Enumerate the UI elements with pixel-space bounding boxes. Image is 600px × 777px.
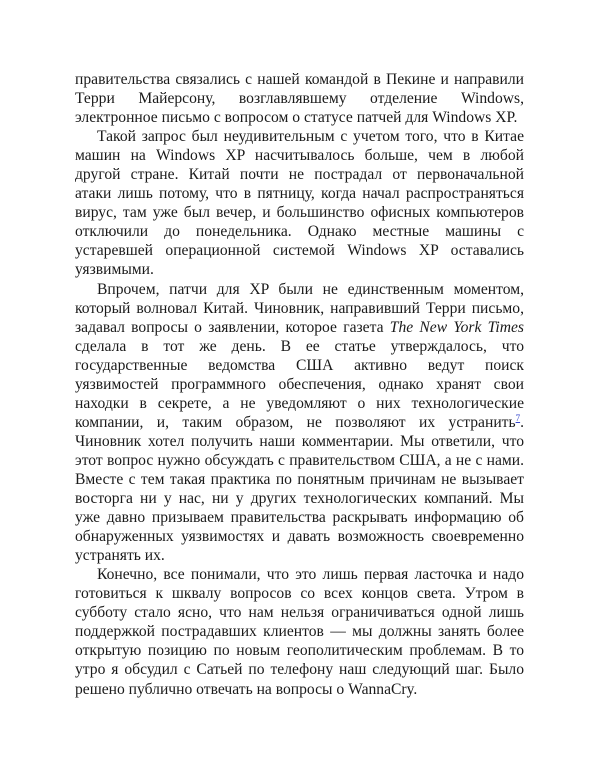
text-line — [75, 165, 524, 184]
text-line — [75, 451, 524, 470]
paragraph — [75, 70, 524, 127]
line-text: Чиновник хотел получить наши комментарии. Мы ответили, что — [75, 432, 524, 450]
line-text: который волновал Китай. Чиновник, направивший Терри письмо, — [75, 299, 524, 317]
line-text: другой стране. Китай почти не пострадал от первоначальной — [75, 166, 524, 184]
text-line — [75, 108, 524, 127]
text-line — [75, 565, 524, 584]
text-line — [75, 184, 524, 203]
text-line — [75, 660, 524, 679]
line-text: устаревшей операционной системой Windows XP оставались — [75, 242, 524, 260]
footnote-link[interactable]: 7 — [515, 412, 521, 423]
line-text: уязвимыми. — [75, 261, 154, 279]
line-text: электронное письмо с вопросом о статусе патчей для Windows XP. — [75, 109, 518, 127]
text-line — [75, 280, 524, 299]
line-text: Впрочем, патчи для XP были не единственным моментом, — [97, 280, 524, 298]
text-line — [75, 641, 524, 660]
text-line — [75, 413, 524, 432]
line-text: машин на Windows XP насчитывалось больше, чем в любой — [75, 147, 524, 165]
text-line — [75, 337, 524, 356]
text-line — [75, 584, 524, 603]
line-text: государственные ведомства США активно ведут поиск — [75, 356, 524, 374]
line-text: атаки лишь потому, что в пятницу, когда начал распространяться — [75, 185, 524, 203]
text-line — [75, 470, 524, 489]
line-text: задавал вопросы о заявлении, которое газета — [75, 318, 384, 336]
text-line — [75, 89, 524, 108]
text-line — [75, 299, 524, 318]
line-text: находки в секрете, а не уведомляют о них технологические — [75, 394, 524, 412]
line-text: открытую позицию по новым геополитическим проблемам. В то — [75, 642, 524, 660]
text-line — [75, 318, 524, 337]
text-line — [75, 375, 524, 394]
text-line — [75, 146, 524, 165]
text-line — [75, 546, 524, 565]
line-text: Вместе с тем такая практика по понятным причинам не вызывает — [75, 470, 524, 488]
text-line — [75, 394, 524, 413]
line-text: Терри Майерсону, возглавлявшему отделение Windows, — [75, 90, 524, 108]
text-line — [75, 222, 524, 241]
text-line — [75, 603, 524, 622]
text-line — [75, 622, 524, 641]
line-text: правительства связались с нашей командой в Пекине и направили — [75, 71, 524, 88]
paragraph — [75, 127, 524, 279]
line-text: готовиться к шквалу вопросов со всех концов света. Утром в — [75, 585, 524, 603]
text-line — [75, 127, 524, 146]
line-text: решено публично отвечать на вопросы о WannaCry. — [75, 680, 418, 698]
text-line — [75, 432, 524, 451]
text-line — [75, 260, 524, 279]
line-text: этот вопрос нужно обсуждать с правительством США, а не с нами. — [75, 451, 524, 469]
line-text: уязвимостей программного обеспечения, однако хранят свои — [75, 375, 524, 393]
punctuation: . — [520, 413, 524, 431]
line-text: восторга ни у нас, ни у других технологических компаний. Мы — [75, 490, 524, 508]
line-text: обнаруженных уязвимостях и давать возможность своевременно — [75, 528, 524, 546]
paragraph — [75, 280, 524, 566]
line-text: Конечно, все понимали, что это лишь первая ласточка и надо — [97, 566, 524, 584]
line-text: компании, и, таким образом, не позволяют их устранить — [75, 413, 516, 431]
text-line — [75, 680, 524, 699]
text-line — [75, 241, 524, 260]
line-text: поддержкой пострадавших клиентов — мы должны занять более — [75, 623, 524, 641]
newspaper-title: The New York Times — [389, 318, 524, 336]
paragraph — [75, 565, 524, 698]
text-line — [75, 508, 524, 527]
text-line — [75, 203, 524, 222]
line-text: Такой запрос был неудивительным с учетом того, что в Китае — [97, 128, 524, 146]
line-text: уже давно призываем правительства раскрывать информацию об — [75, 509, 524, 527]
document-page — [75, 70, 524, 699]
line-text: отключили до понедельника. Однако местные машины с — [75, 223, 524, 241]
text-line — [75, 356, 524, 375]
line-text: утро я обсудил с Сатьей по телефону наш следующий шаг. Было — [75, 661, 524, 679]
line-text: устранять их. — [75, 547, 165, 565]
line-text: субботу стало ясно, что нам нельзя ограничиваться одной лишь — [75, 604, 524, 622]
text-line — [75, 70, 524, 89]
text-line — [75, 489, 524, 508]
text-line — [75, 527, 524, 546]
line-text: сделала в тот же день. В ее статье утверждалось, что — [75, 337, 524, 355]
line-text: вирус, там уже был вечер, и большинство офисных компьютеров — [75, 204, 524, 222]
